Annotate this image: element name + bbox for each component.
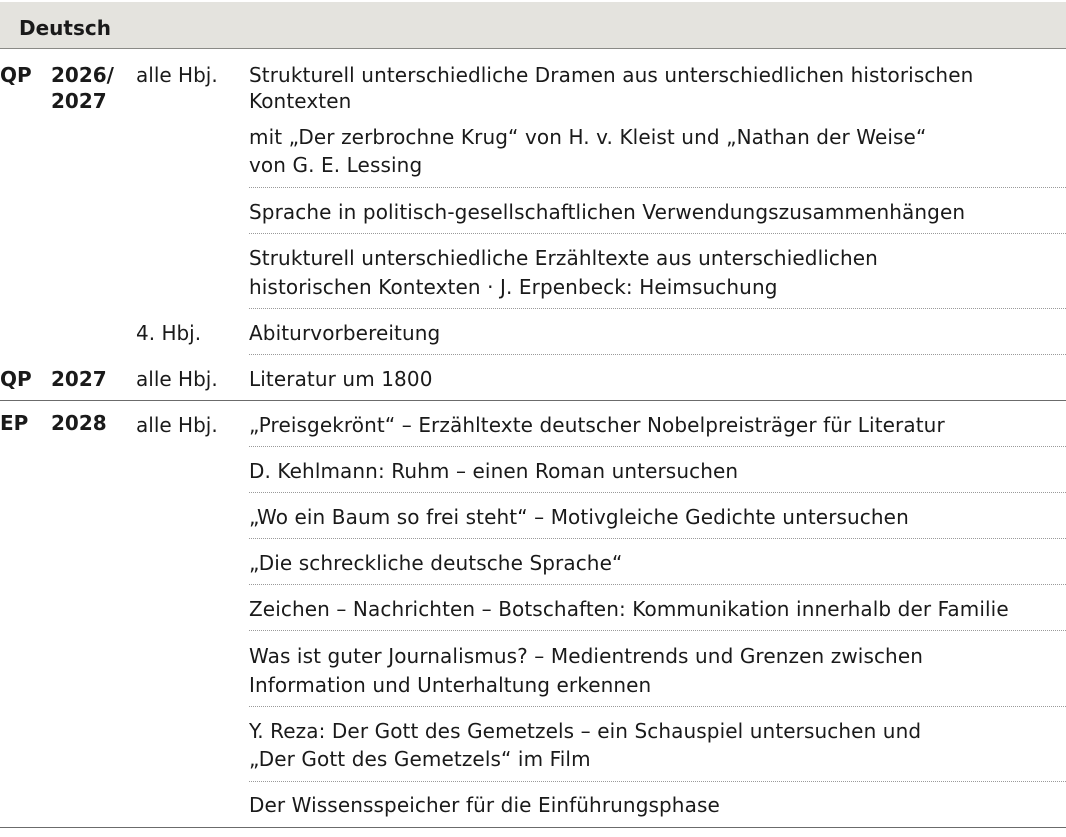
row-divider	[249, 446, 1066, 447]
group-divider	[0, 400, 1066, 401]
phase-label: QP	[0, 367, 32, 391]
topic-line: „Die schreckliche deutsche Sprache“	[249, 551, 623, 575]
topic-line: „Wo ein Baum so frei steht“ – Motivgleiche Gedichte untersuchen	[249, 505, 909, 529]
row-divider	[249, 538, 1066, 539]
term-label: alle Hbj.	[136, 367, 218, 391]
topic-line: Strukturell unterschiedliche Erzähltexte aus unterschiedlichen	[249, 246, 878, 270]
row-divider	[249, 781, 1066, 782]
topic-line: Kontexten	[249, 89, 352, 113]
row-divider	[249, 492, 1066, 493]
topic-line: Information und Unterhaltung erkennen	[249, 673, 652, 697]
topic-line: von G. E. Lessing	[249, 153, 423, 177]
topic-line: Strukturell unterschiedliche Dramen aus unterschiedlichen historischen	[249, 63, 974, 87]
row-divider	[249, 308, 1066, 309]
topic-line: Abiturvorbereitung	[249, 321, 441, 345]
topic-line: D. Kehlmann: Ruhm – einen Roman untersuchen	[249, 459, 739, 483]
topic-line: Der Wissensspeicher für die Einführungsphase	[249, 793, 720, 817]
table-header	[0, 2, 1066, 49]
topic-line: Literatur um 1800	[249, 367, 433, 391]
phase-label: QP	[0, 63, 32, 87]
row-divider	[249, 706, 1066, 707]
row-divider	[249, 187, 1066, 188]
row-divider	[249, 630, 1066, 631]
topic-line: „Preisgekrönt“ – Erzähltexte deutscher Nobelpreisträger für Literatur	[249, 413, 945, 437]
topic-line: Zeichen – Nachrichten – Botschaften: Kommunikation innerhalb der Familie	[249, 597, 1009, 621]
topic-line: „Der Gott des Gemetzels“ im Film	[249, 747, 591, 771]
topic-line: Sprache in politisch-gesellschaftlichen Verwendungszusammenhängen	[249, 200, 966, 224]
topic-line: Was ist guter Journalismus? – Medientrends und Grenzen zwischen	[249, 644, 924, 668]
year-label: 2026/	[51, 63, 114, 87]
subject-title: Deutsch	[19, 16, 111, 40]
topic-line: Y. Reza: Der Gott des Gemetzels – ein Schauspiel untersuchen und	[249, 719, 922, 743]
table-bottom-border	[0, 827, 1066, 828]
year-label: 2028	[51, 411, 107, 435]
year-label: 2027	[51, 367, 107, 391]
term-label: alle Hbj.	[136, 413, 218, 437]
row-divider	[249, 233, 1066, 234]
row-divider	[249, 354, 1066, 355]
topic-line: mit „Der zerbrochne Krug“ von H. v. Kleist und „Nathan der Weise“	[249, 125, 927, 149]
year-label-continued: 2027	[51, 89, 107, 113]
term-label: alle Hbj.	[136, 63, 218, 87]
topic-line: historischen Kontexten · J. Erpenbeck: Heimsuchung	[249, 275, 778, 299]
term-label: 4. Hbj.	[136, 321, 202, 345]
phase-label: EP	[0, 411, 29, 435]
row-divider	[249, 584, 1066, 585]
